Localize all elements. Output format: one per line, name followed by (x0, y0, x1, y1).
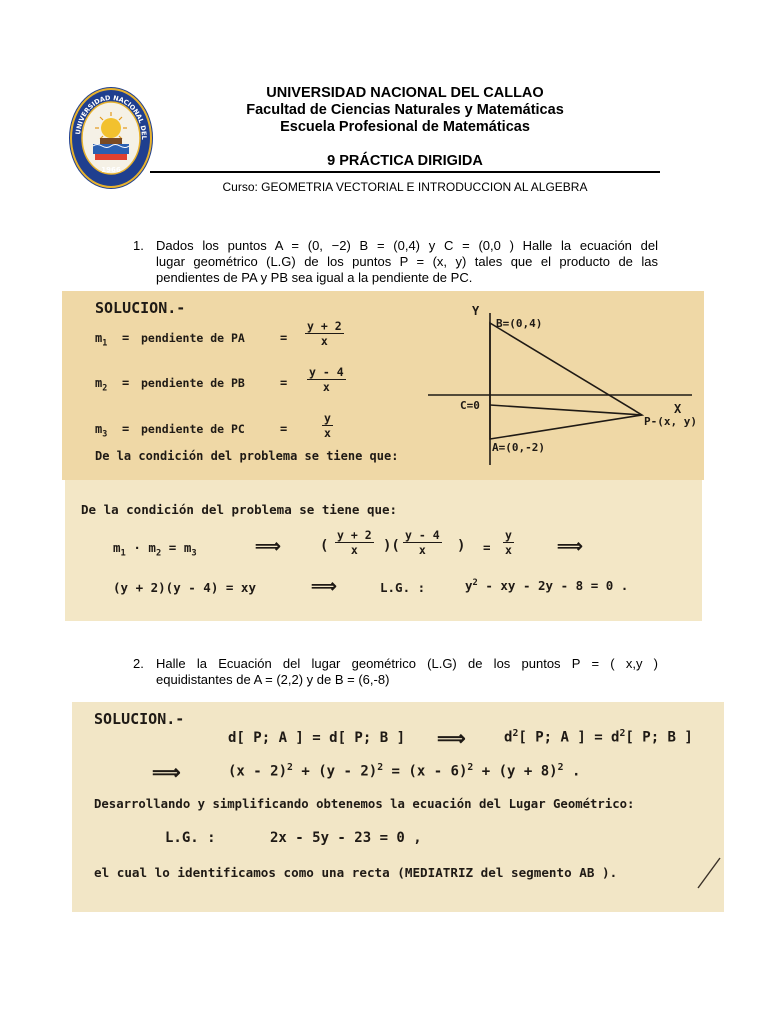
x-axis-label: X (674, 402, 682, 416)
problem-1-number: 1. (133, 238, 144, 253)
product-frac-3: $\frac{y}{x}$ (505, 528, 512, 557)
m2-equals: = (122, 376, 130, 390)
expanded-equation: (y + 2)(y - 4) = xy (113, 580, 256, 595)
squared-distance-equation: $d^2$[ P; A ] = $d^2$[ P; B ] (504, 728, 693, 746)
university-logo (68, 86, 154, 190)
conclusion-text: el cual lo identificamos como una recta (MEDIATRIZ del segmento AB ). (94, 865, 618, 880)
m1-equals-2: = (280, 331, 288, 345)
m3-equals: = (122, 422, 130, 436)
problem-1-statement (156, 238, 658, 286)
locus-equation-1: $y^2$ - xy - 2y - 8 = 0 . (465, 578, 629, 594)
distance-equation: d[ P; A ] = d[ P; B ] (228, 730, 406, 746)
m2-description: pendiente de PB (141, 376, 245, 390)
implies-arrow-2: ⟹ (557, 536, 583, 557)
m1-description: pendiente de PA (141, 331, 245, 345)
svg-text:1966: 1966 (101, 166, 121, 174)
problem-1-line-1: Dados los puntos A = (0, −2) B = (0,4) y C = (0,0 ) Halle la ecuación del (156, 238, 658, 253)
middle-paren: )( (383, 538, 400, 554)
m1-symbol: $m_1$ (95, 331, 108, 348)
solution-1-heading: SOLUCION.- (95, 299, 186, 317)
course-name: Curso: GEOMETRIA VECTORIAL E INTRODUCCION AL ALGEBRA (222, 180, 588, 194)
product-frac-1: $\frac{y + 2}{x}$ (337, 528, 372, 557)
header-divider (150, 171, 660, 173)
problem-2-number: 2. (133, 656, 144, 671)
product-equals: = (483, 540, 491, 555)
locus-graph (422, 295, 704, 475)
slope-pb-fraction: $\frac{y - 4}{x}$ (309, 365, 344, 394)
slope-pc-fraction: $\frac{y}{x}$ (324, 411, 331, 440)
close-paren: ) (457, 538, 466, 554)
slope-pa-fraction: $\frac{y + 2}{x}$ (307, 319, 342, 348)
problem-2-line-2: equidistantes de A = (2,2) y de B = (6,-8) (156, 672, 390, 687)
problem-1-line-2: lugar geométrico (L.G) de los puntos P = (x, y) tales que el producto de las (156, 254, 658, 269)
product-frac-2: $\frac{y - 4}{x}$ (405, 528, 440, 557)
open-paren: ( (320, 538, 329, 554)
lg-label-1: L.G. : (380, 580, 426, 595)
segment-pc (490, 405, 642, 415)
point-c-label: C=0 (460, 399, 480, 412)
svg-text:UNIVERSIDAD NACIONAL DEL CALLA: UNIVERSIDAD NACIONAL DEL (74, 93, 149, 140)
slope-product-equation: $m_1 \cdot m_2 = m_3$ (113, 540, 197, 559)
lg-label-2: L.G. : (165, 830, 216, 846)
problem-2-line-1: Halle la Ecuación del lugar geométrico (L.G) de los puntos P = ( x,y ) (156, 656, 658, 671)
implies-arrow-1: ⟹ (255, 536, 281, 557)
implies-arrow-3: ⟹ (311, 576, 337, 597)
implies-arrow-4: ⟹ (437, 726, 466, 750)
m3-equals-2: = (280, 422, 288, 436)
faculty-name: Facultad de Ciencias Naturales y Matemáticas (246, 102, 564, 118)
problem-2-statement (156, 656, 658, 688)
m3-symbol: $m_3$ (95, 422, 108, 439)
expanded-distance-equation: $(x - 2)^2 + (y - 2)^2 = (x - 6)^2 + (y + 8)^2$ . (228, 762, 581, 780)
m3-description: pendiente de PC (141, 422, 245, 436)
point-a-label: A=(0,-2) (492, 441, 545, 454)
y-axis-label: Y (472, 304, 480, 318)
locus-equation-2: 2x - 5y - 23 = 0 , (270, 830, 422, 846)
solution-2-heading: SOLUCION.- (94, 710, 185, 728)
implies-arrow-5: ⟹ (152, 760, 181, 784)
pen-mark (694, 852, 724, 892)
practice-title: 9 PRÁCTICA DIRIGIDA (327, 153, 483, 169)
solution-1-panel-slopes (62, 291, 704, 480)
solution-1-panel-result (65, 480, 702, 621)
development-text: Desarrollando y simplificando obtenemos la ecuación del Lugar Geométrico: (94, 797, 635, 811)
problem-1-line-3: pendientes de PA y PB sea igual a la pendiente de PC. (156, 270, 473, 285)
condition-text-2: De la condición del problema se tiene que: (81, 502, 398, 517)
point-b-label: B=(0,4) (496, 317, 543, 330)
school-name: Escuela Profesional de Matemáticas (280, 119, 530, 135)
solution-2-panel (72, 702, 724, 912)
point-p-label: P-(x, y) (644, 415, 697, 428)
m2-symbol: $m_2$ (95, 376, 108, 393)
m1-equals: = (122, 331, 130, 345)
condition-text-1: De la condición del problema se tiene que: (95, 449, 399, 463)
triangle-pab (490, 323, 642, 439)
university-name: UNIVERSIDAD NACIONAL DEL CALLAO (266, 85, 544, 101)
m2-equals-2: = (280, 376, 288, 390)
